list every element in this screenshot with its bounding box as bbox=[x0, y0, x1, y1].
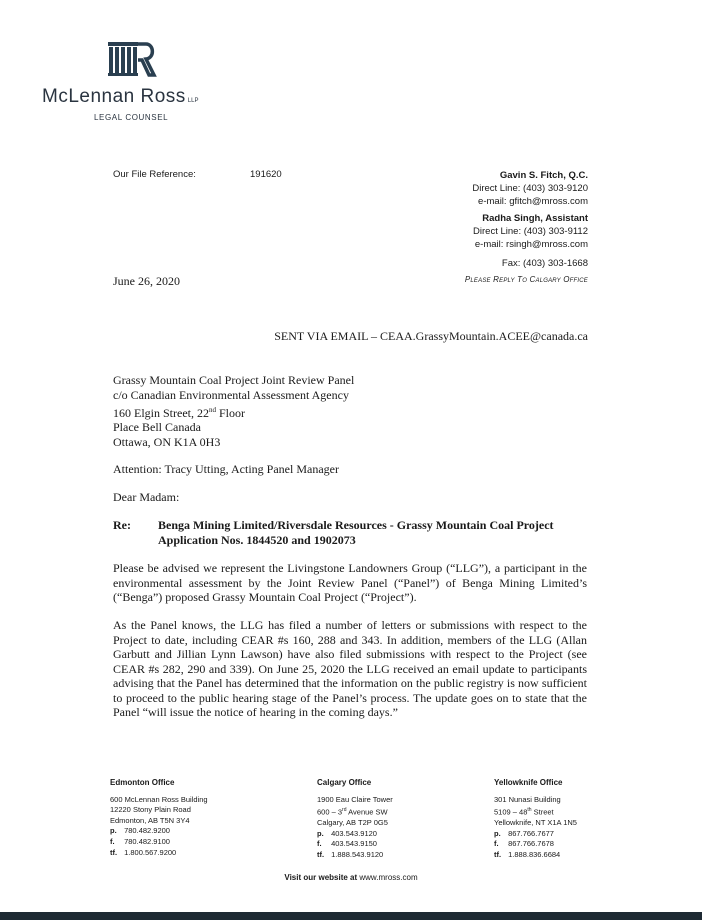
office-calgary: Calgary Office 1900 Eau Claire Tower 600 – 3rd Avenue SW Calgary, AB T2P 0G5 p. 403.543.9120 f. 403.543.9150 tf. 1.888.543.9120 bbox=[317, 778, 393, 860]
letter-date: June 26, 2020 bbox=[113, 274, 180, 288]
address-line: Place Bell Canada bbox=[113, 420, 201, 435]
contact-email: e-mail: rsingh@mross.com bbox=[474, 239, 588, 250]
firm-tagline: LEGAL COUNSEL bbox=[94, 113, 169, 122]
contact-name: Radha Singh, Assistant bbox=[482, 213, 588, 224]
attention-line: Attention: Tracy Utting, Acting Panel Manager bbox=[113, 462, 339, 476]
firm-suffix: LLP bbox=[187, 98, 199, 104]
sent-via-email: SENT VIA EMAIL – CEAA.GrassyMountain.ACEE@canada.ca bbox=[274, 329, 588, 343]
office-yellowknife: Yellowknife Office 301 Nunasi Building 5109 – 48th Street Yellowknife, NT X1A 1N5 p. 867.766.7677 f. 867.766.7678 tf. 1.888.836.6684 bbox=[494, 778, 577, 860]
office-title: Edmonton Office bbox=[110, 778, 175, 787]
address-line: 160 Elgin Street, 22nd Floor bbox=[113, 405, 246, 420]
contact-direct-line: Direct Line: (403) 303-9112 bbox=[473, 226, 588, 237]
firm-name: McLennan Ross LLP bbox=[42, 86, 199, 107]
body-paragraph: As the Panel knows, the LLG has filed a number of letters or submissions with respect to the Project to date, including CEAR #s 160, 288 and 343. In addition, members of the LLG (Allan Garbutt and Jillian Lynn Lawson) have also filed submissions with respect to the Project (see CEAR #s 282, 290 and 339). On June 25, 2020 the LLG received an email update to participants advising that the Panel has determined that the information on the public registry is now sufficient to proceed to the public hearing stage of the Panel’s process. The update goes on to state that the Panel “will issue the notice of hearing in the coming days.” bbox=[113, 618, 587, 719]
address-line: c/o Canadian Environmental Assessment Agency bbox=[113, 387, 349, 402]
body-paragraph: Please be advised we represent the Livingstone Landowners Group (“LLG”), a participant in the environmental assessment by the Joint Review Panel (“Panel”) of Benga Mining Limited’s (“Benga”) proposed Grassy Mountain Coal Project (“Project”). bbox=[113, 561, 587, 604]
contact-block-fitch bbox=[472, 169, 588, 208]
contact-direct-line: Direct Line: (403) 303-9120 bbox=[472, 183, 588, 194]
office-title: Calgary Office bbox=[317, 778, 372, 787]
address-line: Grassy Mountain Coal Project Joint Review Panel bbox=[113, 373, 355, 387]
office-title: Yellowknife Office bbox=[494, 778, 563, 787]
website-link[interactable]: www.mross.com bbox=[359, 873, 418, 882]
subject-label: Re: bbox=[113, 518, 131, 532]
salutation: Dear Madam: bbox=[113, 490, 180, 504]
website-footer: Visit our website at www.mross.com bbox=[284, 873, 418, 882]
fax-number: Fax: (403) 303-1668 bbox=[501, 258, 588, 269]
bottom-window-bar bbox=[0, 912, 702, 920]
address-line: Ottawa, ON K1A 0H3 bbox=[113, 435, 221, 450]
contact-name: Gavin S. Fitch, Q.C. bbox=[499, 170, 588, 181]
mclennan-ross-logo-icon bbox=[108, 42, 158, 80]
contact-email: e-mail: gfitch@mross.com bbox=[478, 196, 588, 207]
file-reference-label: Our File Reference: bbox=[113, 169, 196, 180]
contact-block-singh bbox=[473, 212, 588, 251]
office-edmonton: Edmonton Office 600 McLennan Ross Building 12220 Stony Plain Road Edmonton, AB T5N 3Y4 p. 780.482.9200 f. 780.482.9100 tf. 1.800.567.9200 bbox=[110, 778, 208, 857]
reply-note: Please Reply To Calgary Office bbox=[464, 275, 588, 284]
file-reference-value: 191620 bbox=[250, 169, 282, 180]
recipient-address bbox=[113, 373, 354, 450]
subject-text: Benga Mining Limited/Riversdale Resources - Grassy Mountain Coal Project Application Nos. 1844520 and 1902073 bbox=[158, 518, 554, 547]
